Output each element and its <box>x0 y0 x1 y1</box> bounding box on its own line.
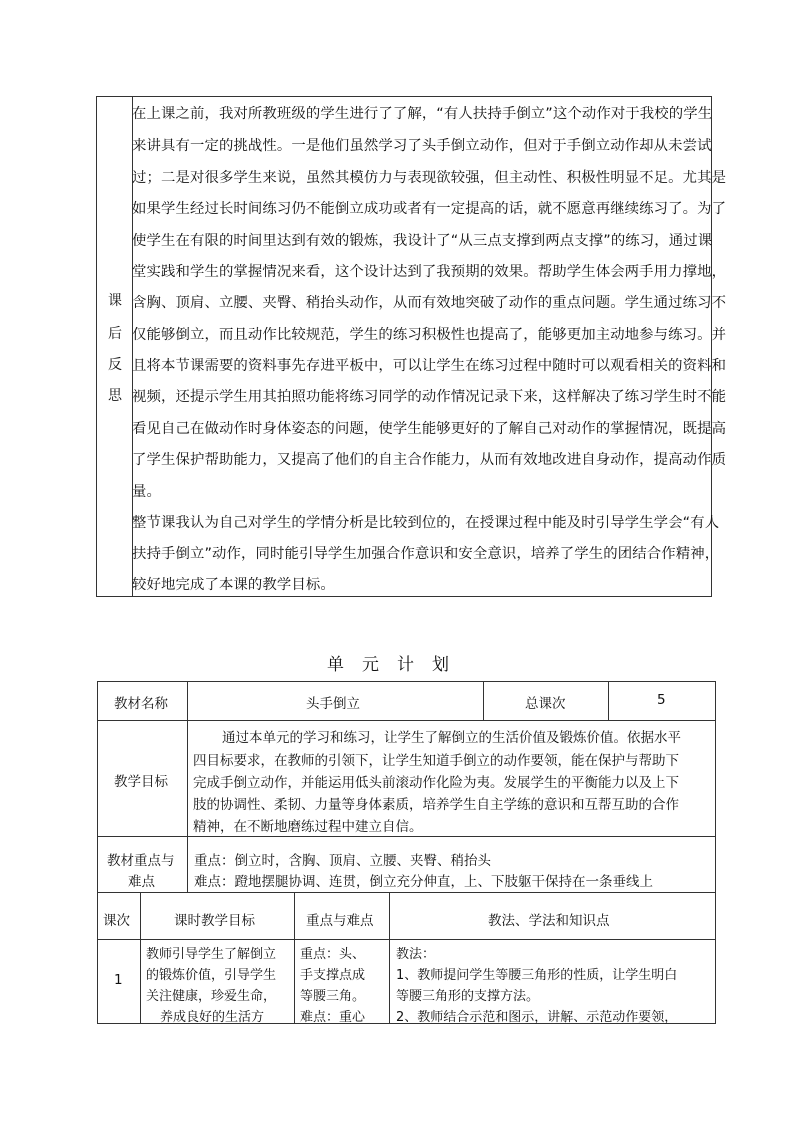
lesson-goal-line: 教师引导学生了解倒立 <box>146 947 277 962</box>
reflection-line: 整节课我认为自己对学生的学情分析是比较到位的，在授课过程中能及时引导学生学会“有人 <box>132 515 720 531</box>
reflection-line: 较好地完成了本课的教学目标。 <box>132 577 335 593</box>
reflection-line: 来讲具有一定的挑战性。一是他们虽然学习了头手倒立动作，但对于手倒立动作却从未尝试 <box>132 138 712 154</box>
reflection-line: 了学生保护帮助能力，又提高了他们的自主合作能力，从而有效地改进自身动作，提高动作质 <box>132 452 727 468</box>
header-methods: 教法、学法和知识点 <box>488 913 610 929</box>
header-lesson-goal: 课时教学目标 <box>174 913 255 929</box>
key-label-line: 难点 <box>128 874 155 890</box>
lesson-key-line: 手支撑点成 <box>300 968 366 983</box>
goal-line: 肢的协调性、柔韧、力量等身体素质，培养学生自主学练的意识和互帮互助的合作 <box>193 797 679 813</box>
total-lessons: 5 <box>657 692 666 708</box>
reflection-label-char: 课 <box>108 293 122 309</box>
goal-line: 四目标要求，在教师的引领下，让学生知道手倒立的动作要领，能在保护与帮助下 <box>193 753 679 769</box>
reflection-line: 视频，还提示学生用其拍照功能将练习同学的动作情况记录下来，这样解决了练习学生时不能 <box>132 389 727 405</box>
key-label-line: 教材重点与 <box>107 853 175 869</box>
reflection-line: 使学生在有限的时间里达到有效的锻炼，我设计了“从三点支撑到两点支撑”的练习，通过课 <box>132 233 713 249</box>
reflection-line: 仅能够倒立，而且动作比较规范，学生的练习积极性也提高了，能够更加主动地参与练习。并 <box>132 327 727 343</box>
reflection-label-char: 后 <box>108 326 122 342</box>
key-point: 重点：倒立时，含胸、顶肩、立腰、夹臀、稍抬头 <box>194 853 491 869</box>
lesson-method-line: 等腰三角形的支撑方法。 <box>396 989 540 1004</box>
reflection-label-char: 思 <box>108 388 122 404</box>
reflection-line: 含胸、顶肩、立腰、夹臀、稍抬头动作，从而有效地突破了动作的重点问题。学生通过练习不 <box>132 295 727 311</box>
reflection-line: 在上课之前，我对所教班级的学生进行了了解，“有人扶持手倒立”这个动作对于我校的学生 <box>132 106 713 122</box>
reflection-label-cell <box>97 97 133 596</box>
goal-line: 完成手倒立动作，并能运用低头前滚动作化险为夷。发展学生的平衡能力以及上下 <box>193 775 679 791</box>
reflection-line: 堂实践和学生的掌握情况来看，这个设计达到了我预期的效果。帮助学生体会两手用力撑地， <box>132 264 727 280</box>
total-lessons-label: 总课次 <box>525 696 566 712</box>
reflection-line: 量。 <box>132 484 161 500</box>
reflection-label-char: 反 <box>108 357 122 373</box>
lesson-method-line: 1、教师提问学生等腰三角形的性质，让学生明白 <box>396 968 678 983</box>
reflection-line: 如果学生经过长时间练习仍不能倒立成功或者有一定提高的话，就不愿意再继续练习了。为了 <box>132 201 727 217</box>
lesson-key-line: 重点：头、 <box>300 947 366 962</box>
lesson-goal-line: 的锻炼价值，引导学生 <box>146 968 277 983</box>
goal-line: 通过本单元的学习和练习，让学生了解倒立的生活价值及锻炼价值。依据水平 <box>222 730 681 746</box>
unit-plan-title: 单元计划 <box>327 655 467 675</box>
reflection-line: 过；二是对很多学生来说，虽然其模仿力与表现欲较强，但主动性、积极性明显不足。尤其是 <box>132 170 727 186</box>
header-lesson-num: 课次 <box>103 913 130 929</box>
lesson-goal-line: 养成良好的生活方 <box>160 1010 265 1025</box>
lesson-key-line: 难点：重心 <box>300 1010 366 1025</box>
lesson-goal-line: 关注健康，珍爱生命， <box>146 989 277 1004</box>
header-key: 重点与难点 <box>306 913 374 929</box>
material-name-label: 教材名称 <box>114 696 168 712</box>
lesson-num: 1 <box>114 972 123 988</box>
reflection-line: 看见自己在做动作时身体姿态的问题，使学生能够更好的了解自己对动作的掌握情况，既提高 <box>132 421 727 437</box>
lesson-key-line: 等腰三角。 <box>300 989 366 1004</box>
material-name: 头手倒立 <box>306 696 360 712</box>
reflection-line: 且将本节课需要的资料事先存进平板中，可以让学生在练习过程中随时可以观看相关的资料和 <box>132 358 727 374</box>
goal-label: 教学目标 <box>114 774 168 790</box>
lesson-method-line: 2、教师结合示范和图示，讲解、示范动作要领， <box>396 1010 678 1025</box>
difficult-point: 难点：蹬地摆腿协调、连贯，倒立充分伸直，上、下肢躯干保持在一条垂线上 <box>194 874 653 890</box>
reflection-line: 扶持手倒立”动作，同时能引导学生加强合作意识和安全意识，培养了学生的团结合作精神， <box>132 546 720 562</box>
goal-line: 精神，在不断地磨练过程中建立自信。 <box>193 819 423 835</box>
lesson-method-line: 教法： <box>396 947 436 962</box>
